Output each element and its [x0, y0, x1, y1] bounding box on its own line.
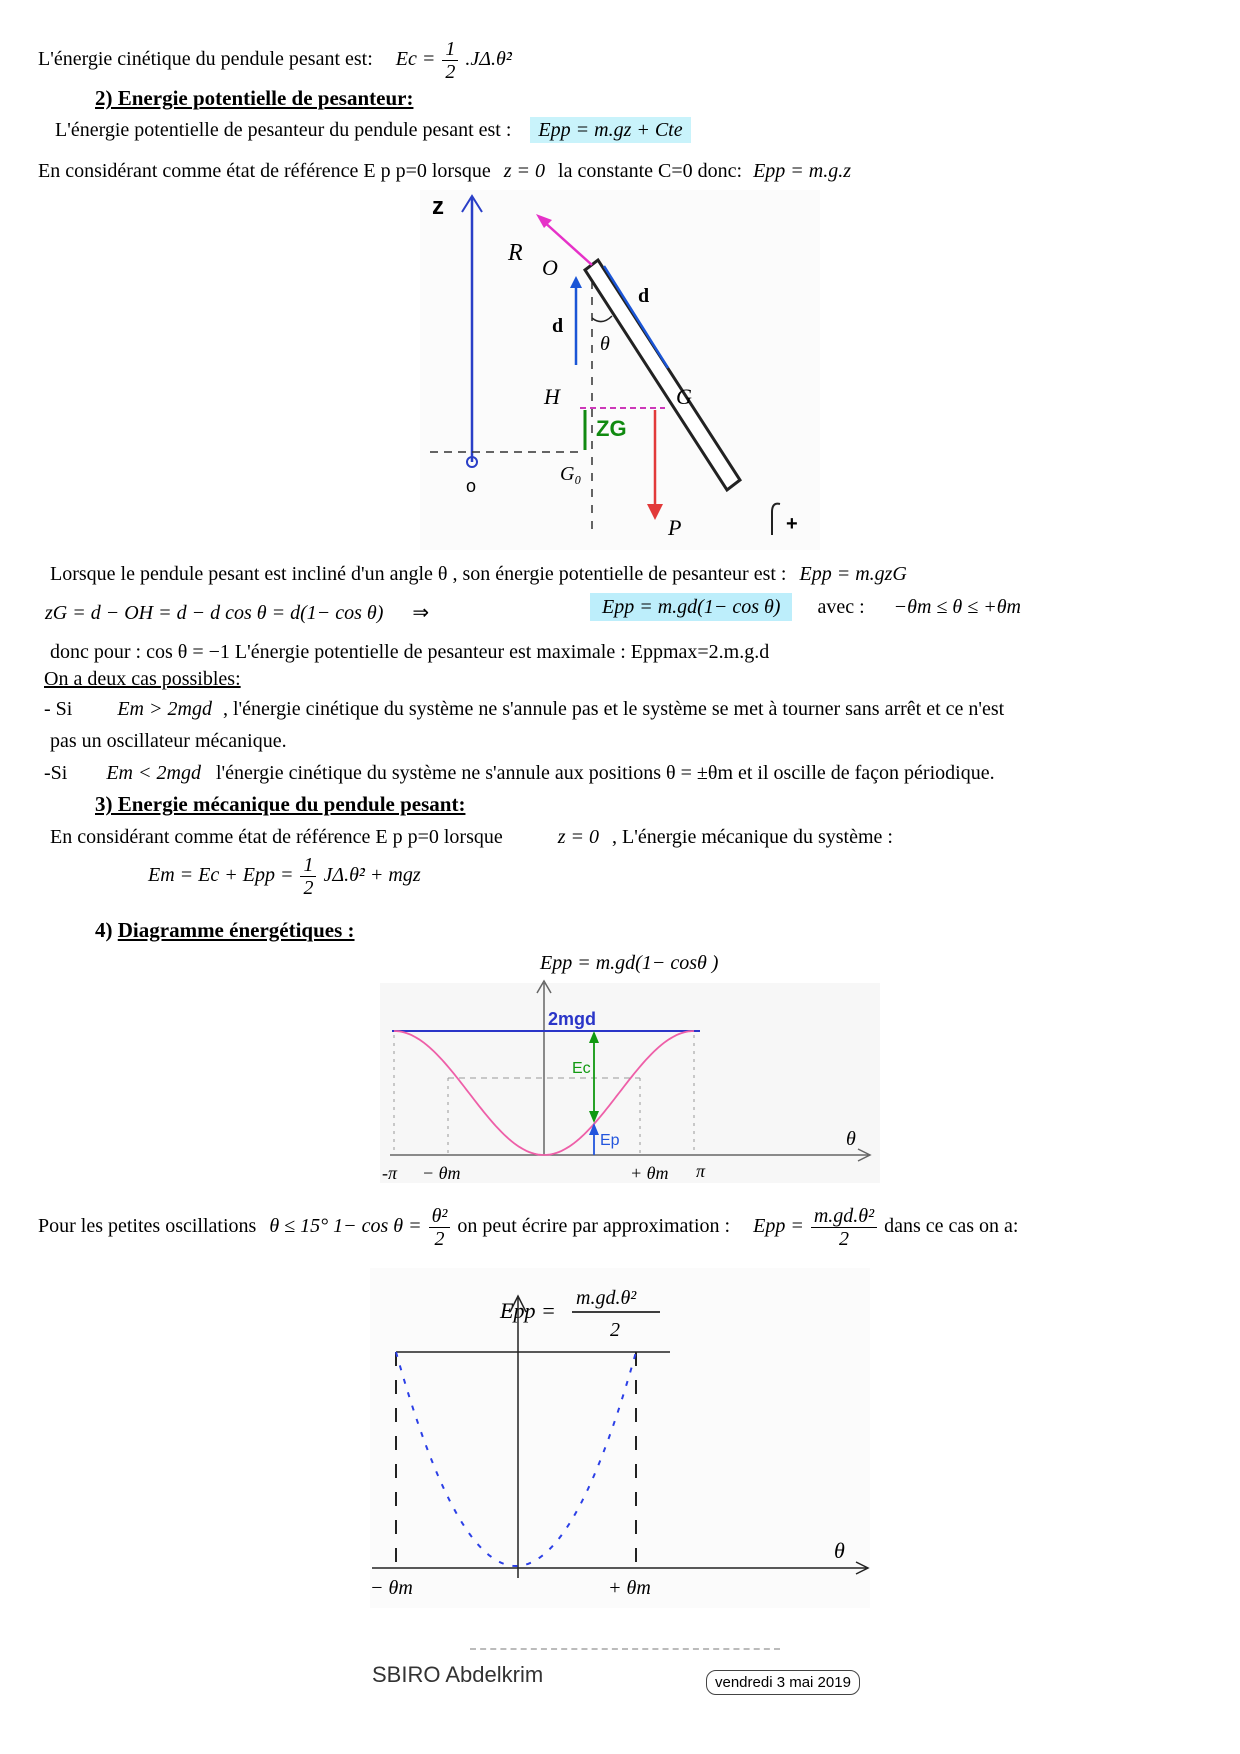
parabola-tick-minus-thetam: − θm — [370, 1577, 413, 1599]
two-cases-title: On a deux cas possibles: — [44, 668, 241, 690]
section-4-number: 4) — [95, 918, 113, 942]
potential-energy-line — [55, 119, 691, 142]
label-plus: + — [786, 513, 798, 535]
em-rest: JΔ.θ̇² + mgz — [323, 864, 421, 887]
label-d-rod: d — [638, 285, 650, 307]
energy-diagram — [380, 945, 880, 1195]
label-O: O — [542, 255, 558, 280]
case-2-text: l'énergie cinétique du système ne s'annule aux positions θ = ±θm et il oscille de façon périodique. — [215, 762, 995, 784]
epp-mgzG-formula: Epp = m.gzG — [799, 563, 907, 585]
zG-derivation-line — [45, 600, 453, 625]
epp-approx-fraction — [811, 1205, 877, 1250]
epp-approx-num: m.gd.θ² — [811, 1205, 877, 1228]
case-1-formula: Em > 2mgd — [117, 698, 212, 720]
em-fraction — [300, 854, 316, 899]
parabola-title-lhs: Epp = — [500, 1298, 556, 1323]
small-oscillations-text-a: Pour les petites oscillations — [38, 1215, 257, 1238]
label-o: o — [466, 476, 477, 496]
label-H: H — [544, 384, 560, 409]
case-1-prefix: - Si — [44, 698, 73, 720]
label-theta: θ — [600, 333, 610, 355]
case-1-text: , l'énergie cinétique du système ne s'annule pas et le système se met à tourner sans arrêt et ce n'est — [222, 698, 1005, 720]
z-zero-formula: z = 0 — [503, 160, 546, 182]
inclined-text: Lorsque le pendule pesant est incliné d'un angle θ , son énergie potentielle de pesanteur est : — [50, 563, 787, 585]
epp-mgz-formula: Epp = m.g.z — [753, 160, 852, 182]
parabola-diagram — [370, 1268, 870, 1608]
small-oscillations-text-c: dans ce cas on a: — [884, 1215, 1019, 1238]
kinetic-energy-formula — [395, 38, 512, 83]
mechanical-reference-text-a: En considérant comme état de référence E p p=0 lorsque — [50, 826, 503, 848]
section-4-label: Diagramme énergétiques : — [117, 918, 355, 942]
section-4-title — [95, 918, 355, 943]
zG-formula: zG = d − OH = d − d cos θ = d(1− cos θ) — [45, 602, 384, 624]
epp-result-line — [590, 596, 1021, 619]
label-P: P — [668, 515, 682, 540]
parabola-title-num: m.gd.θ² — [576, 1287, 637, 1309]
epp-approx-den: 2 — [838, 1228, 849, 1250]
label-zG: ZG — [596, 416, 627, 441]
em-fraction-num: 1 — [300, 854, 316, 877]
fraction — [442, 38, 458, 83]
label-z: z — [432, 193, 444, 220]
epp-result-formula: Epp = m.gd(1− cos θ) — [590, 593, 792, 621]
footer-divider — [470, 1648, 780, 1650]
case-2-line — [44, 762, 995, 785]
theta-sq-den: 2 — [434, 1228, 445, 1250]
em-lhs: Em = Ec + Epp = — [148, 864, 294, 887]
tick-minus-thetam: − θm — [422, 1163, 461, 1183]
case-1-continuation: pas un oscillateur mécanique. — [50, 730, 287, 752]
mechanical-reference-text-b: , L'énergie mécanique du système : — [612, 826, 893, 848]
parabola-tick-plus-thetam: + θm — [608, 1577, 651, 1599]
small-angle-formula: θ ≤ 15° 1− cos θ = — [269, 1215, 422, 1238]
small-oscillations-line — [38, 1205, 1018, 1250]
theta-range: −θm ≤ θ ≤ +θm — [893, 596, 1021, 618]
parabola-label-theta: θ — [834, 1538, 845, 1563]
label-Ec: Ec — [572, 1060, 591, 1077]
kinetic-energy-line — [38, 38, 512, 83]
label-Ep: Ep — [600, 1132, 620, 1149]
label-d-left: d — [552, 315, 564, 337]
theta-sq-fraction — [429, 1205, 451, 1250]
energy-diagram-title: Epp = m.gd(1− cosθ ) — [540, 952, 719, 974]
reference-state-text-a: En considérant comme état de référence E p p=0 lorsque — [38, 160, 491, 182]
footer-date: vendredi 3 mai 2019 — [706, 1670, 860, 1695]
pendulum-figure — [420, 190, 820, 550]
label-R: R — [508, 240, 523, 266]
label-G0: G₀ — [560, 463, 582, 485]
tick-minus-pi: -π — [382, 1163, 398, 1183]
inclined-line — [50, 563, 907, 586]
formula-rest: .JΔ.θ̇² — [465, 48, 512, 71]
potential-energy-text: L'énergie potentielle de pesanteur du pendule pesant est : — [55, 119, 512, 141]
z-zero-formula-2: z = 0 — [557, 826, 600, 848]
max-energy-line: donc pour : cos θ = −1 L'énergie potentielle de pesanteur est maximale : Eppmax=2.m.g.d — [50, 641, 770, 663]
mechanical-reference-line — [50, 826, 893, 849]
tick-plus-thetam: + θm — [630, 1163, 669, 1183]
potential-energy-formula: Epp = m.gz + Cte — [530, 117, 690, 143]
em-fraction-den: 2 — [303, 877, 314, 899]
label-2mgd: 2mgd — [548, 1009, 597, 1029]
parabola-title-den: 2 — [610, 1319, 620, 1341]
epp-approx-lhs: Epp = — [753, 1215, 804, 1238]
reference-state-text-b: la constante C=0 donc: — [558, 160, 743, 182]
mechanical-energy-formula — [148, 854, 421, 899]
kinetic-energy-text: L'énergie cinétique du pendule pesant est: — [38, 48, 373, 71]
reference-state-line — [38, 160, 851, 183]
fraction-num: 1 — [442, 38, 458, 61]
theta-sq-num: θ² — [429, 1205, 451, 1228]
small-oscillations-text-b: on peut écrire par approximation : — [457, 1215, 731, 1238]
implies-arrow: ⇒ — [412, 602, 430, 624]
fraction-den: 2 — [445, 61, 456, 83]
formula-lhs: Ec = — [395, 48, 436, 71]
section-3-title: 3) Energie mécanique du pendule pesant: — [95, 792, 466, 816]
avec-text: avec : — [817, 596, 865, 618]
footer-author: SBIRO Abdelkrim — [372, 1662, 544, 1687]
case-2-formula: Em < 2mgd — [106, 762, 201, 784]
section-2-title: 2) Energie potentielle de pesanteur: — [95, 86, 414, 110]
case-2-prefix: -Si — [44, 762, 68, 784]
label-G: G — [676, 384, 692, 409]
case-1-line — [44, 698, 1004, 721]
tick-pi: π — [696, 1161, 706, 1181]
label-theta-axis: θ — [846, 1128, 856, 1150]
